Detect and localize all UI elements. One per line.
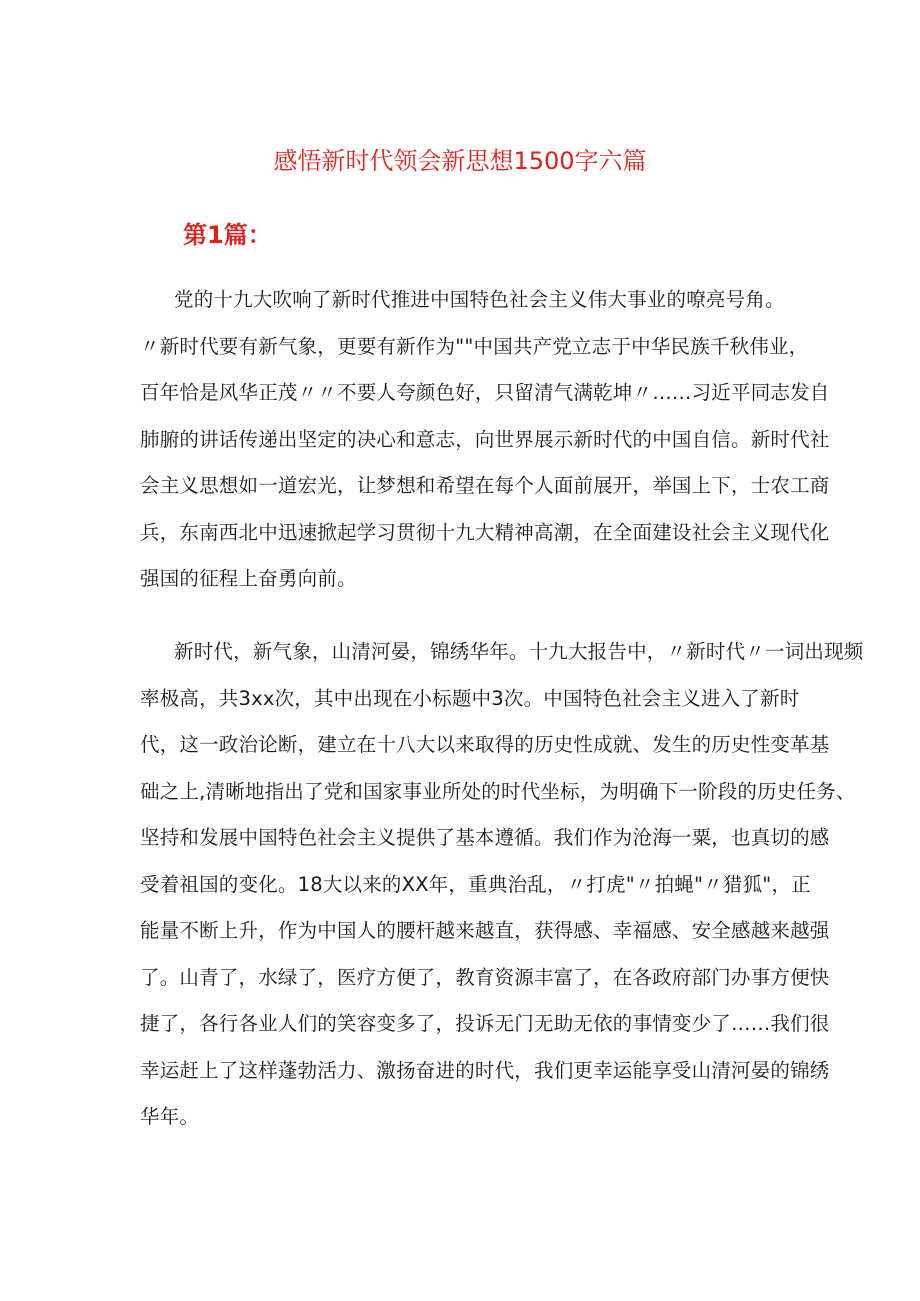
paragraph-line: 会主义思想如一道宏光，让梦想和希望在每个人面前展开，举国上下，士农工商 [140,474,830,497]
paragraph-line: 坚持和发展中国特色社会主义提供了基本遵循。我们作为沧海一粟，也真切的感 [140,826,830,849]
paragraph-line: 强国的征程上奋勇向前。 [140,567,357,590]
paragraph-line: 党的十九大吹响了新时代推进中国特色社会主义伟大事业的嘹亮号角。 [174,288,785,311]
paragraph-line: 百年恰是风华正茂〃〃不要人夸颜色好，只留清气满乾坤〃……习近平同志发自 [140,381,830,404]
paragraph-1 [140,277,830,603]
paragraph-line: 〃新时代要有新气象，更要有新作为""中国共产党立志于中华民族千秋伟业， [140,334,809,358]
paragraph-line: 了。山青了，水绿了，医疗方便了，教育资源丰富了，在各政府部门办事方便快 [140,965,830,989]
paragraph-line: 新时代，新气象，山清河晏，锦绣华年。十九大报告中，〃新时代〃一词出现频 [174,640,864,663]
paragraph-line: 础之上,清晰地指出了党和国家事业所处的时代坐标，为明确下一阶段的历史任务、 [140,779,856,803]
paragraph-line: 率极高，共3xx次，其中出现在小标题中3次。中国特色社会主义进入了新时 [140,686,800,710]
section-heading: 第1篇： [183,221,272,249]
paragraph-line: 捷了，各行各业人们的笑容变多了，投诉无门无助无依的事情变少了……我们很 [140,1012,830,1035]
paragraph-2 [140,629,864,1141]
paragraph-line: 代，这一政治论断，建立在十八大以来取得的历史性成就、发生的历史性变革基 [140,733,830,756]
paragraph-line: 受着祖国的变化。18大以来的XX年，重典治乱，〃打虎"〃拍蝇"〃猎狐"，正 [140,872,811,896]
paragraph-line: 能量不断上升，作为中国人的腰杆越来越直，获得感、幸福感、安全感越来越强 [140,919,830,942]
paragraph-line: 肺腑的讲话传递出坚定的决心和意志，向世界展示新时代的中国自信。新时代社 [140,427,830,451]
paragraph-line: 华年。 [140,1105,200,1128]
paragraph-line: 幸运赶上了这样蓬勃活力、激扬奋进的时代，我们更幸运能享受山清河晏的锦绣 [140,1058,830,1082]
paragraph-line: 兵，东南西北中迅速掀起学习贯彻十九大精神高潮，在全面建设社会主义现代化 [140,520,830,544]
document-title: 感悟新时代领会新思想1500字六篇 [273,147,647,175]
